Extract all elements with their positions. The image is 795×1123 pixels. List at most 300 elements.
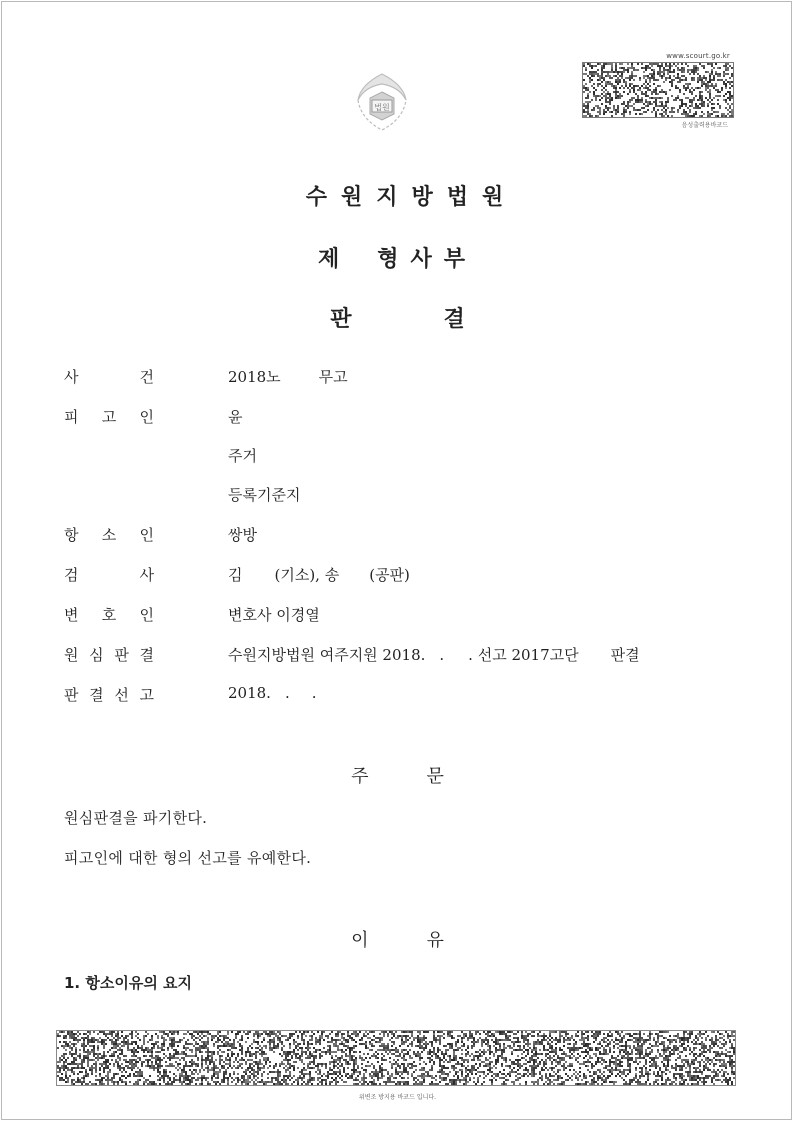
barcode-dot: [373, 1079, 375, 1081]
barcode-dot: [723, 1059, 725, 1061]
barcode-dot: [75, 1049, 77, 1051]
barcode-dot: [425, 1063, 427, 1065]
barcode-dot: [321, 1079, 323, 1081]
barcode-dot: [213, 1053, 215, 1055]
barcode-dot: [441, 1077, 443, 1079]
barcode-dot: [637, 109, 639, 111]
barcode-dot: [711, 99, 713, 101]
barcode-dot: [185, 1033, 187, 1035]
barcode-dot: [213, 1061, 215, 1063]
barcode-dot: [703, 1051, 705, 1053]
barcode-dot: [711, 65, 713, 67]
barcode-dot: [295, 1041, 297, 1043]
barcode-dot: [733, 103, 734, 105]
barcode-dot: [299, 1077, 301, 1079]
barcode-dot: [709, 91, 711, 93]
barcode-dot: [665, 103, 667, 105]
barcode-dot: [599, 117, 601, 118]
barcode-dot: [93, 1067, 95, 1069]
barcode-dot: [643, 1055, 645, 1057]
barcode-dot: [445, 1077, 447, 1079]
barcode-dot: [573, 1073, 575, 1075]
barcode-dot: [217, 1067, 219, 1069]
barcode-dot: [279, 1033, 281, 1035]
barcode-dot: [523, 1051, 525, 1053]
barcode-dot: [347, 1033, 349, 1035]
barcode-dot: [63, 1031, 65, 1033]
barcode-dot: [257, 1081, 259, 1083]
barcode-dot: [213, 1043, 215, 1045]
barcode-dot: [173, 1055, 175, 1057]
barcode-dot: [257, 1037, 259, 1039]
barcode-dot: [537, 1035, 539, 1037]
barcode-dot: [609, 95, 611, 97]
barcode-dot: [405, 1069, 407, 1071]
barcode-dot: [323, 1031, 325, 1033]
barcode-dot: [469, 1055, 471, 1057]
barcode-dot: [543, 1035, 545, 1037]
barcode-dot: [403, 1053, 405, 1055]
barcode-dot: [385, 1051, 387, 1053]
barcode-dot: [709, 1059, 711, 1061]
barcode-dot: [423, 1035, 425, 1037]
barcode-dot: [381, 1069, 383, 1071]
barcode-dot: [461, 1053, 463, 1055]
barcode-dot: [397, 1073, 399, 1075]
barcode-dot: [417, 1041, 419, 1043]
barcode-dot: [423, 1067, 425, 1069]
barcode-dot: [669, 71, 671, 73]
barcode-dot: [373, 1031, 375, 1033]
barcode-dot: [59, 1041, 61, 1043]
barcode-dot: [301, 1069, 303, 1071]
barcode-dot: [227, 1077, 229, 1079]
barcode-dot: [129, 1067, 131, 1069]
barcode-dot: [81, 1065, 83, 1067]
barcode-dot: [437, 1039, 439, 1041]
barcode-dot: [79, 1049, 81, 1051]
barcode-dot: [615, 113, 617, 115]
barcode-dot: [535, 1059, 537, 1061]
barcode-dot: [73, 1043, 75, 1045]
barcode-dot: [719, 91, 721, 93]
barcode-dot: [347, 1055, 349, 1057]
barcode-dot: [583, 111, 585, 113]
barcode-dot: [615, 63, 617, 65]
barcode-dot: [607, 81, 609, 83]
barcode-dot: [691, 77, 693, 79]
barcode-dot: [653, 73, 655, 75]
barcode-dot: [657, 105, 659, 107]
barcode-dot: [111, 1039, 113, 1041]
barcode-dot: [213, 1035, 215, 1037]
barcode-dot: [403, 1049, 405, 1051]
barcode-dot: [205, 1035, 207, 1037]
barcode-dot: [117, 1067, 119, 1069]
barcode-dot: [529, 1061, 531, 1063]
barcode-dot: [457, 1049, 459, 1051]
barcode-dot: [627, 1033, 629, 1035]
barcode-dot: [685, 89, 687, 91]
barcode-dot: [449, 1079, 451, 1081]
barcode-dot: [607, 75, 609, 77]
barcode-dot: [257, 1071, 259, 1073]
barcode-dot: [159, 1063, 161, 1065]
barcode-dot: [405, 1037, 407, 1039]
barcode-dot: [89, 1031, 91, 1033]
barcode-dot: [489, 1071, 491, 1073]
barcode-dot: [617, 83, 619, 85]
barcode-dot: [583, 73, 585, 75]
barcode-dot: [717, 1073, 719, 1075]
barcode-dot: [717, 91, 719, 93]
barcode-dot: [727, 63, 729, 65]
barcode-dot: [731, 1069, 733, 1071]
barcode-dot: [345, 1039, 347, 1041]
barcode-dot: [623, 71, 625, 73]
barcode-dot: [85, 1057, 87, 1059]
barcode-dot: [731, 103, 733, 105]
barcode-dot: [319, 1049, 321, 1051]
barcode-dot: [623, 79, 625, 81]
barcode-dot: [687, 83, 689, 85]
barcode-dot: [101, 1031, 103, 1033]
barcode-dot: [365, 1031, 367, 1033]
barcode-dot: [731, 75, 733, 77]
barcode-dot: [711, 1037, 713, 1039]
barcode-dot: [683, 111, 685, 113]
barcode-dot: [223, 1081, 225, 1083]
barcode-dot: [437, 1055, 439, 1057]
barcode-dot: [675, 1073, 677, 1075]
barcode-dot: [577, 1035, 579, 1037]
barcode-dot: [215, 1077, 217, 1079]
barcode-dot: [271, 1081, 273, 1083]
barcode-dot: [371, 1055, 373, 1057]
barcode-dot: [217, 1075, 219, 1077]
barcode-dot: [163, 1071, 165, 1073]
barcode-dot: [283, 1053, 285, 1055]
barcode-dot: [129, 1043, 131, 1045]
barcode-dot: [75, 1059, 77, 1061]
barcode-dot: [249, 1045, 251, 1047]
barcode-dot: [227, 1031, 229, 1033]
barcode-dot: [301, 1079, 303, 1081]
barcode-dot: [599, 111, 601, 113]
sentence-end: .: [311, 684, 317, 702]
barcode-dot: [141, 1047, 143, 1049]
barcode-dot: [699, 1033, 701, 1035]
barcode-dot: [665, 1057, 667, 1059]
barcode-dot: [535, 1049, 537, 1051]
barcode-dot: [391, 1065, 393, 1067]
barcode-dot: [559, 1041, 561, 1043]
barcode-dot: [461, 1045, 463, 1047]
barcode-dot: [161, 1037, 163, 1039]
barcode-dot: [237, 1073, 239, 1075]
barcode-dot: [233, 1053, 235, 1055]
barcode-dot: [695, 71, 697, 73]
barcode-dot: [707, 1061, 709, 1063]
barcode-dot: [709, 93, 711, 95]
barcode-dot: [609, 1063, 611, 1065]
barcode-dot: [111, 1033, 113, 1035]
barcode-dot: [207, 1033, 209, 1035]
barcode-dot: [619, 67, 621, 69]
barcode-dot: [241, 1045, 243, 1047]
barcode-dot: [727, 1073, 729, 1075]
barcode-dot: [59, 1061, 61, 1063]
barcode-dot: [93, 1037, 95, 1039]
barcode-dot: [335, 1073, 337, 1075]
barcode-dot: [555, 1053, 557, 1055]
barcode-dot: [101, 1057, 103, 1059]
barcode-dot: [687, 1075, 689, 1077]
barcode-dot: [199, 1047, 201, 1049]
barcode-dot: [301, 1039, 303, 1041]
barcode-dot: [627, 1059, 629, 1061]
barcode-dot: [701, 97, 703, 99]
barcode-dot: [687, 1041, 689, 1043]
barcode-dot: [293, 1075, 295, 1077]
barcode-dot: [603, 1061, 605, 1063]
barcode-dot: [135, 1035, 137, 1037]
barcode-dot: [643, 103, 645, 105]
barcode-dot: [685, 77, 687, 79]
barcode-dot: [173, 1073, 175, 1075]
barcode-dot: [705, 1039, 707, 1041]
barcode-dot: [319, 1069, 321, 1071]
barcode-dot: [615, 71, 617, 73]
barcode-dot: [611, 1071, 613, 1073]
barcode-dot: [649, 103, 651, 105]
barcode-dot: [439, 1035, 441, 1037]
barcode-dot: [59, 1077, 61, 1079]
barcode-dot: [309, 1063, 311, 1065]
barcode-dot: [699, 1053, 701, 1055]
barcode-dot: [189, 1075, 191, 1077]
barcode-dot: [345, 1061, 347, 1063]
barcode-dot: [669, 69, 671, 71]
barcode-dot: [159, 1047, 161, 1049]
barcode-dot: [261, 1049, 263, 1051]
barcode-dot: [87, 1039, 89, 1041]
barcode-dot: [723, 1073, 725, 1075]
barcode-dot: [707, 1057, 709, 1059]
barcode-dot: [689, 73, 691, 75]
barcode-dot: [421, 1077, 423, 1079]
barcode-dot: [591, 79, 593, 81]
barcode-dot: [611, 85, 613, 87]
barcode-dot: [715, 1075, 717, 1077]
barcode-dot: [723, 1045, 725, 1047]
barcode-dot: [253, 1077, 255, 1079]
barcode-dot: [137, 1079, 139, 1081]
barcode-dot: [603, 117, 605, 118]
barcode-dot: [137, 1033, 139, 1035]
barcode-dot: [651, 91, 653, 93]
barcode-dot: [581, 1031, 583, 1033]
barcode-dot: [371, 1077, 373, 1079]
barcode-dot: [183, 1045, 185, 1047]
barcode-dot: [439, 1037, 441, 1039]
barcode-dot: [697, 1061, 699, 1063]
barcode-dot: [677, 111, 679, 113]
barcode-dot: [645, 91, 647, 93]
barcode-dot: [653, 107, 655, 109]
barcode-dot: [81, 1059, 83, 1061]
barcode-dot: [107, 1065, 109, 1067]
barcode-dot: [113, 1077, 115, 1079]
barcode-dot: [121, 1081, 123, 1083]
barcode-dot: [603, 1067, 605, 1069]
barcode-dot: [595, 99, 597, 101]
barcode-dot: [637, 117, 639, 118]
barcode-dot: [701, 101, 703, 103]
barcode-dot: [571, 1035, 573, 1037]
barcode-dot: [169, 1071, 171, 1073]
barcode-dot: [207, 1059, 209, 1061]
barcode-dot: [397, 1037, 399, 1039]
barcode-dot: [565, 1031, 567, 1033]
barcode-dot: [409, 1049, 411, 1051]
barcode-dot: [95, 1053, 97, 1055]
barcode-dot: [471, 1065, 473, 1067]
barcode-dot: [477, 1055, 479, 1057]
barcode-dot: [383, 1075, 385, 1077]
barcode-dot: [615, 1043, 617, 1045]
barcode-dot: [513, 1033, 515, 1035]
barcode-dot: [603, 77, 605, 79]
barcode-dot: [113, 1047, 115, 1049]
barcode-dot: [589, 1071, 591, 1073]
barcode-dot: [223, 1061, 225, 1063]
barcode-dot: [613, 91, 615, 93]
barcode-dot: [449, 1057, 451, 1059]
barcode-dot: [689, 101, 691, 103]
barcode-dot: [171, 1065, 173, 1067]
barcode-dot: [121, 1075, 123, 1077]
barcode-dot: [167, 1075, 169, 1077]
barcode-dot: [461, 1041, 463, 1043]
barcode-dot: [403, 1043, 405, 1045]
barcode-dot: [731, 67, 733, 69]
barcode-dot: [205, 1031, 207, 1033]
barcode-dot: [463, 1065, 465, 1067]
barcode-dot: [587, 1081, 589, 1083]
barcode-dot: [83, 1047, 85, 1049]
barcode-dot: [75, 1047, 77, 1049]
barcode-dot: [335, 1055, 337, 1057]
barcode-dot: [725, 85, 727, 87]
barcode-dot: [81, 1043, 83, 1045]
barcode-dot: [515, 1063, 517, 1065]
barcode-dot: [241, 1049, 243, 1051]
barcode-dot: [225, 1035, 227, 1037]
barcode-dot: [597, 1075, 599, 1077]
barcode-dot: [619, 1035, 621, 1037]
barcode-dot: [545, 1063, 547, 1065]
barcode-dot: [465, 1071, 467, 1073]
barcode-dot: [637, 1053, 639, 1055]
barcode-dot: [99, 1079, 101, 1081]
barcode-dot: [215, 1035, 217, 1037]
barcode-dot: [725, 107, 727, 109]
barcode-dot: [557, 1079, 559, 1081]
barcode-dot: [629, 89, 631, 91]
barcode-dot: [609, 1081, 611, 1083]
barcode-dot: [365, 1081, 367, 1083]
barcode-dot: [405, 1049, 407, 1051]
barcode-dot: [665, 113, 667, 115]
barcode-dot: [607, 73, 609, 75]
barcode-dot: [485, 1063, 487, 1065]
barcode-dot: [457, 1077, 459, 1079]
barcode-dot: [183, 1047, 185, 1049]
barcode-dot: [549, 1051, 551, 1053]
barcode-dot: [713, 111, 715, 113]
barcode-dot: [115, 1081, 117, 1083]
barcode-dot: [343, 1071, 345, 1073]
barcode-dot: [109, 1063, 111, 1065]
barcode-dot: [259, 1045, 261, 1047]
barcode-dot: [85, 1069, 87, 1071]
barcode-dot: [87, 1049, 89, 1051]
barcode-dot: [173, 1057, 175, 1059]
barcode-dot: [571, 1037, 573, 1039]
barcode-dot: [489, 1053, 491, 1055]
barcode-dot: [107, 1051, 109, 1053]
barcode-dot: [437, 1047, 439, 1049]
barcode-dot: [219, 1035, 221, 1037]
barcode-dot: [251, 1069, 253, 1071]
barcode-dot: [251, 1073, 253, 1075]
barcode-dot: [569, 1055, 571, 1057]
barcode-dot: [489, 1061, 491, 1063]
barcode-dot: [701, 81, 703, 83]
barcode-dot: [175, 1031, 177, 1033]
barcode-dot: [129, 1033, 131, 1035]
barcode-dot: [497, 1061, 499, 1063]
barcode-dot: [105, 1033, 107, 1035]
barcode-dot: [301, 1053, 303, 1055]
barcode-dot: [121, 1035, 123, 1037]
barcode-dot: [305, 1051, 307, 1053]
barcode-dot: [537, 1043, 539, 1045]
barcode-dot: [129, 1049, 131, 1051]
barcode-dot: [181, 1071, 183, 1073]
barcode-dot: [423, 1049, 425, 1051]
barcode-dot: [449, 1061, 451, 1063]
barcode-dot: [321, 1051, 323, 1053]
barcode-dot: [71, 1055, 73, 1057]
barcode-dot: [373, 1073, 375, 1075]
barcode-dot: [223, 1043, 225, 1045]
barcode-dot: [439, 1063, 441, 1065]
barcode-dot: [477, 1067, 479, 1069]
barcode-dot: [593, 1041, 595, 1043]
barcode-dot: [511, 1047, 513, 1049]
barcode-dot: [233, 1073, 235, 1075]
barcode-dot: [217, 1033, 219, 1035]
barcode-dot: [559, 1031, 561, 1033]
barcode-dot: [655, 79, 657, 81]
barcode-dot: [659, 1075, 661, 1077]
barcode-dot: [249, 1075, 251, 1077]
barcode-dot: [519, 1065, 521, 1067]
barcode-dot: [205, 1061, 207, 1063]
barcode-dot: [139, 1075, 141, 1077]
